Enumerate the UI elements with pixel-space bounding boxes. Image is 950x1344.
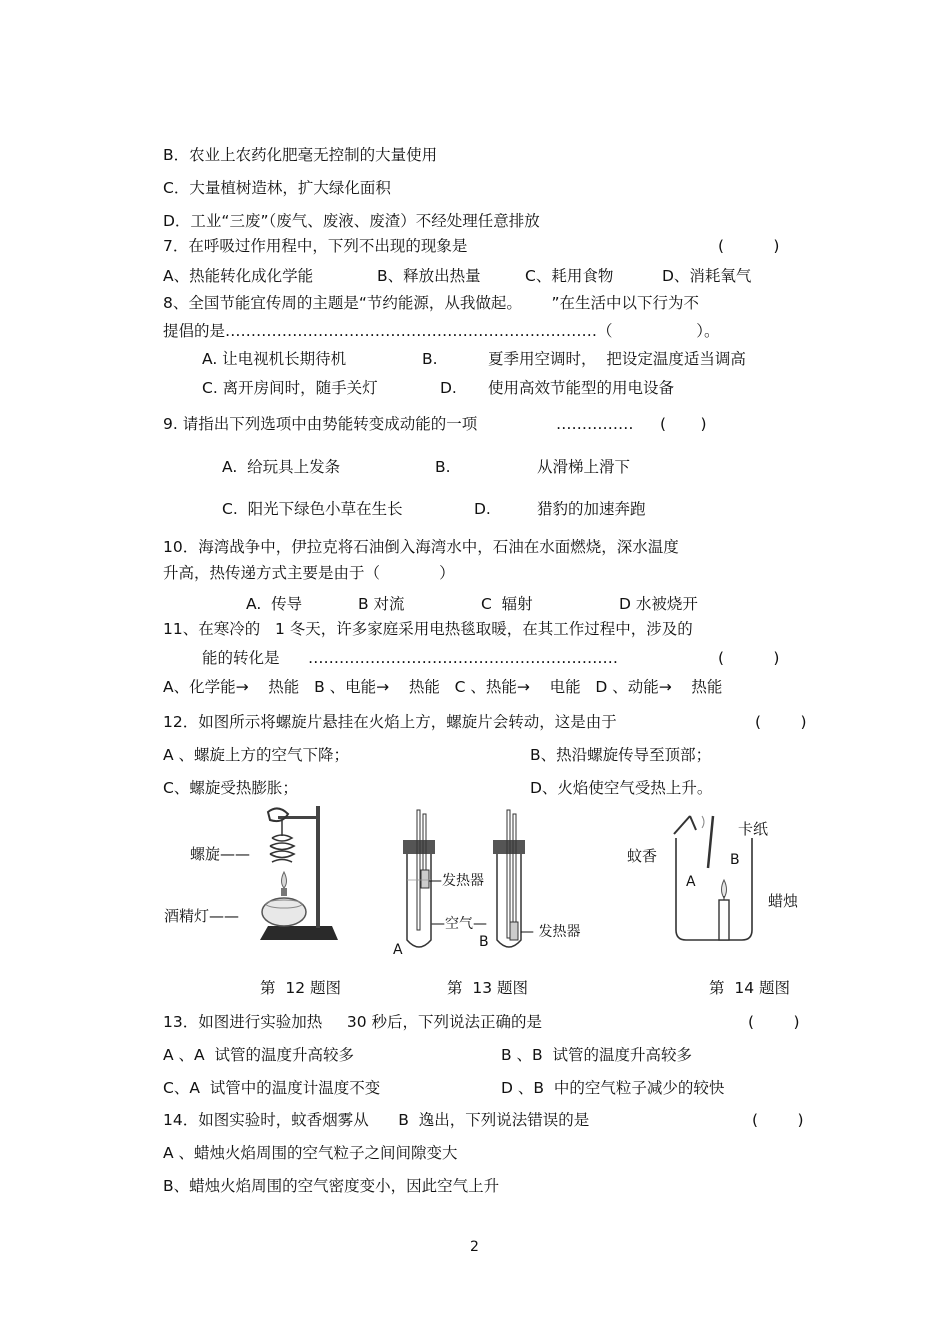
answer-blank: ( ) — [718, 649, 780, 667]
option-b-line: B．农业上农药化肥毫无控制的大量使用 — [163, 146, 438, 164]
answer-blank: ( ) — [748, 1013, 800, 1031]
question-9: 9. 请指出下列选项中由势能转变成动能的一项 — [163, 415, 478, 433]
q12-option-b: B、热沿螺旋传导至顶部； — [530, 746, 712, 764]
question-8: 8、全国节能宜传周的主题是“节约能源，从我做起。 ”在生活中以下行为不 — [163, 294, 699, 312]
question-14: 14．如图实验时，蚊香烟雾从 B 逸出，下列说法错误的是 — [163, 1111, 590, 1129]
dots: …………………………………………………… — [308, 649, 618, 667]
candle-beaker-drawing — [620, 808, 820, 948]
option-d-line: D．工业“三废”（废气、废液、废渣）不经处理任意排放 — [163, 212, 540, 230]
page-number: 2 — [470, 1239, 479, 1255]
q12-option-c: C、螺旋受热膨胀； — [163, 779, 298, 797]
answer-blank: ( ) — [755, 713, 807, 731]
question-11: 11、在寒冷的 1 冬天，许多家庭采用电热毯取暖，在其工作过程中，涉及的 — [163, 620, 693, 638]
option-c-line: C．大量植树造林，扩大绿化面积 — [163, 179, 391, 197]
question-7: 7．在呼吸过作用程中，下列不出现的现象是 — [163, 237, 468, 255]
label-incense: 蚊香 — [627, 847, 658, 865]
label-air: —空气— — [431, 916, 487, 932]
q9-option-b-letter: B. — [435, 458, 451, 476]
question-8-cont: 提倡的是………………………………………………………………（ ）。 — [163, 322, 720, 340]
q7-option-a: A、热能转化成化学能 — [163, 267, 314, 285]
caption-figure-13: 第 13 题图 — [447, 979, 529, 997]
q14-option-b: B、蜡烛火焰周围的空气密度变小，因此空气上升 — [163, 1177, 500, 1195]
question-10: 10．海湾战争中，伊拉克将石油倒入海湾水中，石油在水面燃烧，深水温度 — [163, 538, 679, 556]
q8-option-a: A. 让电视机长期待机 — [202, 350, 347, 368]
label-candle: 蜡烛 — [768, 892, 799, 910]
q8-option-d: 使用高效节能型的用电设备 — [488, 379, 675, 397]
q9-option-d-letter: D. — [474, 500, 491, 518]
q10-option-b: B 对流 — [358, 595, 405, 613]
q7-option-b: B、释放出热量 — [377, 267, 481, 285]
label-heater-a: —发热器 — [428, 873, 484, 889]
q8-option-d-letter: D. — [440, 379, 457, 397]
q13-option-b: B 、B 试管的温度升高较多 — [501, 1046, 693, 1064]
label-b: B — [730, 852, 740, 868]
caption-figure-14: 第 14 题图 — [709, 979, 791, 997]
figure-14 — [620, 808, 820, 948]
caption-figure-12: 第 12 题图 — [260, 979, 342, 997]
spiral-apparatus-drawing — [160, 800, 360, 950]
q13-option-a: A 、A 试管的温度升高较多 — [163, 1046, 354, 1064]
answer-blank: ( ) — [718, 237, 780, 255]
figure-13 — [385, 800, 600, 960]
label-heater-b: — 发热器 — [520, 924, 581, 940]
q13-option-d: D 、B 中的空气粒子减少的较快 — [501, 1079, 725, 1097]
question-10-cont: 升高，热传递方式主要是由于（ ） — [163, 564, 455, 582]
dots: …………… — [556, 415, 634, 433]
q10-option-c: C 辐射 — [481, 595, 533, 613]
q9-option-b: 从滑梯上滑下 — [537, 458, 631, 476]
q7-option-d: D、消耗氧气 — [662, 267, 752, 285]
q8-option-c: C. 离开房间时，随手关灯 — [202, 379, 378, 397]
q11-options: A、化学能→ 热能 B 、电能→ 热能 C 、热能→ 电能 D 、动能→ 热能 — [163, 678, 723, 696]
q12-option-a: A 、螺旋上方的空气下降； — [163, 746, 350, 764]
answer-blank: ( ) — [752, 1111, 804, 1129]
q13-option-c: C、A 试管中的温度计温度不变 — [163, 1079, 381, 1097]
q14-option-a: A 、蜡烛火焰周围的空气粒子之间间隙变大 — [163, 1144, 458, 1162]
question-11-cont: 能的转化是 — [202, 649, 280, 667]
q8-option-b: 夏季用空调时， 把设定温度适当调高 — [488, 350, 746, 368]
question-13: 13．如图进行实验加热 30 秒后，下列说法正确的是 — [163, 1013, 543, 1031]
label-tube-b: B — [479, 934, 489, 950]
label-a: A — [686, 874, 696, 890]
answer-blank: ( ) — [660, 415, 707, 433]
q9-option-c: C. 阳光下绿色小草在生长 — [222, 500, 403, 518]
figure-12 — [160, 800, 360, 950]
q9-option-a: A. 给玩具上发条 — [222, 458, 341, 476]
q10-option-d: D 水被烧开 — [619, 595, 698, 613]
q12-option-d: D、火焰使空气受热上升。 — [530, 779, 713, 797]
q10-option-a: A. 传导 — [246, 595, 303, 613]
q7-option-c: C、耗用食物 — [525, 267, 614, 285]
q9-option-d: 猎豹的加速奔跑 — [537, 500, 646, 518]
label-card: 卡纸 — [738, 820, 769, 838]
label-spiral: 螺旋—— — [190, 845, 251, 863]
q8-option-b-letter: B. — [422, 350, 438, 368]
label-tube-a: A — [393, 942, 403, 958]
label-alcohol-lamp: 酒精灯—— — [164, 907, 240, 925]
question-12: 12．如图所示将螺旋片悬挂在火焰上方，螺旋片会转动，这是由于 — [163, 713, 617, 731]
